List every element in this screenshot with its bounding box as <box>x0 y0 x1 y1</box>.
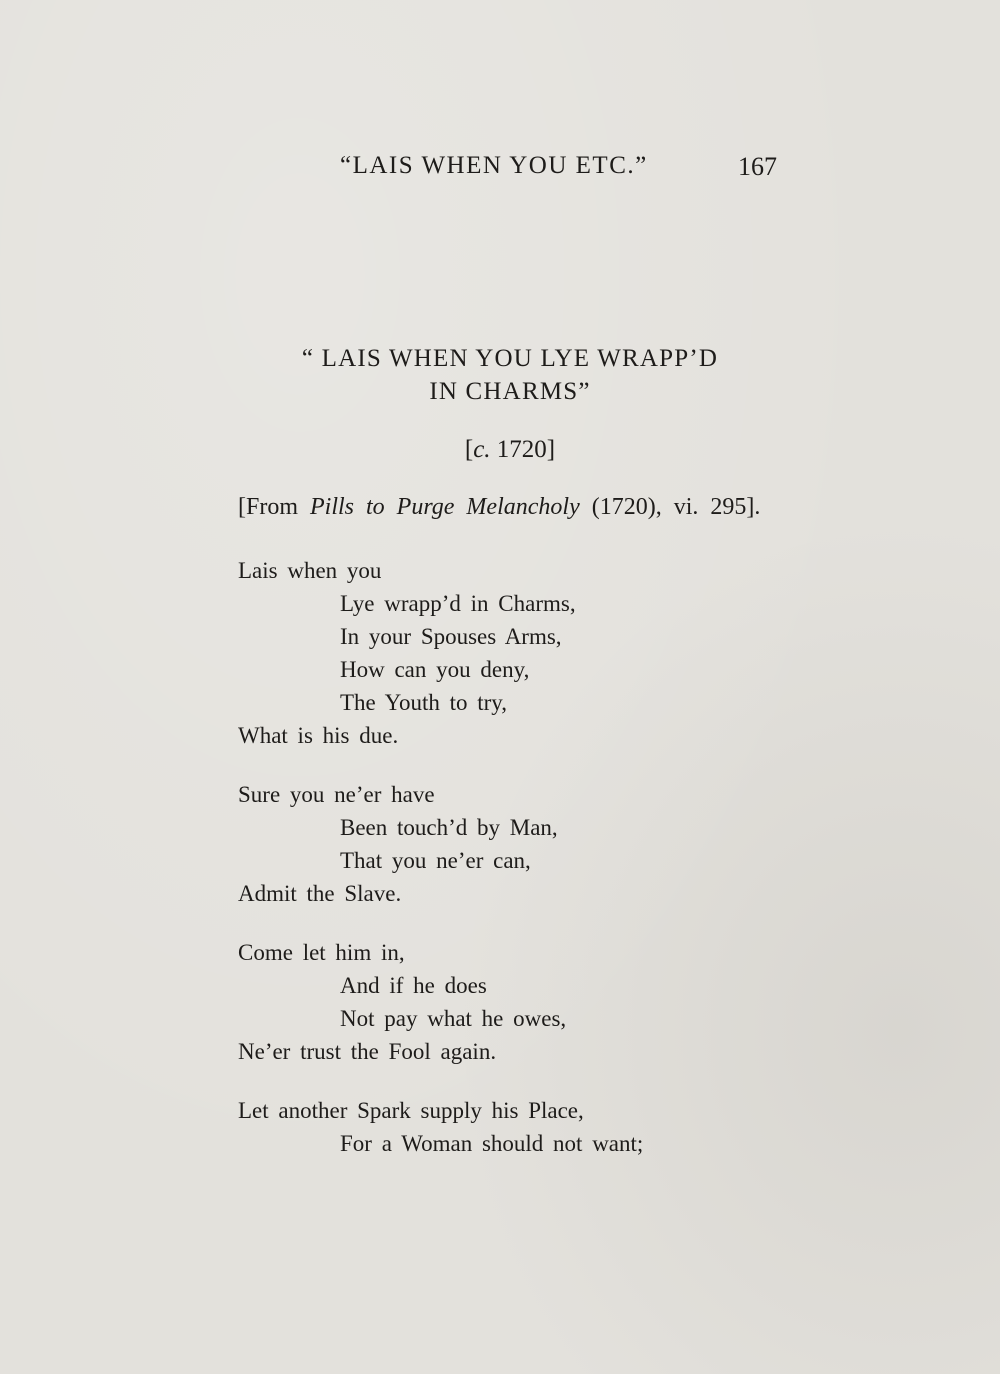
date-year: 1720] <box>490 436 556 463</box>
page-number: 167 <box>738 152 777 181</box>
poem-title <box>200 342 820 408</box>
verse-line: And if he does <box>340 973 487 998</box>
poem-title-line-2: IN CHARMS” <box>429 378 591 405</box>
running-head: “LAIS WHEN YOU ETC.” <box>340 152 648 179</box>
verse-line: How can you deny, <box>340 657 530 682</box>
stanza-4 <box>238 1094 643 1160</box>
verse-line: Ne’er trust the Fool again. <box>238 1039 497 1064</box>
verse-line: Not pay what he owes, <box>340 1006 567 1031</box>
verse-line: Let another Spark supply his Place, <box>238 1098 584 1123</box>
verse-line: Admit the Slave. <box>238 881 402 906</box>
verse-line: For a Woman should not want; <box>340 1131 644 1156</box>
verse-line: That you ne’er can, <box>340 848 531 873</box>
verse-line: Come let him in, <box>238 940 405 965</box>
source-suffix: (1720), vi. 295]. <box>579 494 761 520</box>
verse-line: In your Spouses Arms, <box>340 624 562 649</box>
date-circa: c. <box>473 436 491 463</box>
stanza-1 <box>238 554 576 752</box>
source-book-title: Pills to Purge Melancholy <box>310 494 580 520</box>
verse-line: The Youth to try, <box>340 690 508 715</box>
source-prefix: [From <box>238 494 310 520</box>
date-open-bracket: [ <box>464 436 474 463</box>
stanza-2 <box>238 778 558 910</box>
verse-line: What is his due. <box>238 723 399 748</box>
poem-date <box>200 436 820 464</box>
verse-line: Sure you ne’er have <box>238 782 435 807</box>
source-note <box>238 494 760 521</box>
verse-line: Been touch’d by Man, <box>340 815 558 840</box>
verse-line: Lais when you <box>238 558 382 583</box>
verse-line: Lye wrapp’d in Charms, <box>340 591 576 616</box>
poem-title-line-1: “ LAIS WHEN YOU LYE WRAPP’D <box>301 345 719 372</box>
stanza-3 <box>238 936 566 1068</box>
